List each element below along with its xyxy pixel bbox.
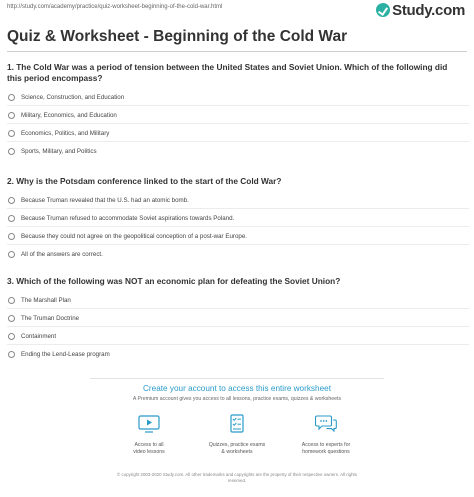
radio-button-icon[interactable] [8,333,15,340]
radio-button-icon[interactable] [8,215,15,222]
answer-option[interactable]: Economics, Politics, and Military [7,124,469,142]
answer-option[interactable]: Ending the Lend-Lease program [7,345,469,363]
answer-option[interactable]: Because Truman revealed that the U.S. had an atomic bomb. [7,191,469,209]
question-3 [7,276,469,363]
feature-label: Quizzes, practice exams & worksheets [208,442,266,455]
radio-button-icon[interactable] [8,233,15,240]
answer-option[interactable]: Science, Construction, and Education [7,88,469,106]
answer-options [7,291,469,363]
answer-option[interactable]: Because Truman refused to accommodate Soviet aspirations towards Poland. [7,209,469,227]
feature-label: Access to all video lessons [133,442,165,455]
question-text: 1. The Cold War was a period of tension between the United States and Soviet Union. Which of the following did this period encompass? [7,62,448,83]
radio-button-icon[interactable] [8,197,15,204]
study-logo[interactable] [376,2,465,18]
answer-option[interactable]: Sports, Military, and Politics [7,142,469,160]
chat-experts-icon [313,414,339,434]
question-1 [7,62,469,160]
copyright-notice: © copyright 2003-2020 Study.com. All other trademarks and copyrights are the property of their respective owners. All rights reserved. [117,472,357,483]
create-account-link[interactable]: Create your account to access this entire worksheet [143,384,331,393]
answer-options [7,88,469,160]
study-checkmark-icon [376,3,390,17]
premium-promo [0,374,474,497]
promo-divider [90,378,384,379]
feature-quizzes [192,414,282,456]
radio-button-icon[interactable] [8,351,15,358]
top-bar [0,0,474,20]
radio-button-icon[interactable] [8,315,15,322]
answer-option[interactable]: Military, Economics, and Education [7,106,469,124]
video-lesson-icon [136,414,162,434]
feature-label: Access to experts for homework questions [301,442,351,455]
page-url[interactable]: http://study.com/academy/practice/quiz-worksheet-beginning-of-the-cold-war.html [7,4,223,10]
radio-button-icon[interactable] [8,297,15,304]
page-title: Quiz & Worksheet - Beginning of the Cold War [7,28,348,45]
answer-option[interactable]: All of the answers are correct. [7,245,469,263]
question-text: 2. Why is the Potsdam conference linked to the start of the Cold War? [7,176,282,186]
answer-option[interactable]: The Truman Doctrine [7,309,469,327]
radio-button-icon[interactable] [8,251,15,258]
answer-options [7,191,469,263]
question-2 [7,176,469,263]
promo-description: A Premium account gives you access to all lessons, practice exams, quizzes & worksheets [132,396,342,402]
question-text: 3. Which of the following was NOT an economic plan for defeating the Soviet Union? [7,276,341,286]
answer-option[interactable]: The Marshall Plan [7,291,469,309]
radio-button-icon[interactable] [8,94,15,101]
answer-option[interactable]: Containment [7,327,469,345]
logo-text: Study.com [392,1,465,19]
feature-experts [281,414,371,456]
answer-option[interactable]: Because they could not agree on the geopolitical conception of a post-war Europe. [7,227,469,245]
quiz-checklist-icon [224,414,250,434]
feature-video-lessons [104,414,194,456]
radio-button-icon[interactable] [8,148,15,155]
title-divider [7,51,467,52]
radio-button-icon[interactable] [8,130,15,137]
radio-button-icon[interactable] [8,112,15,119]
